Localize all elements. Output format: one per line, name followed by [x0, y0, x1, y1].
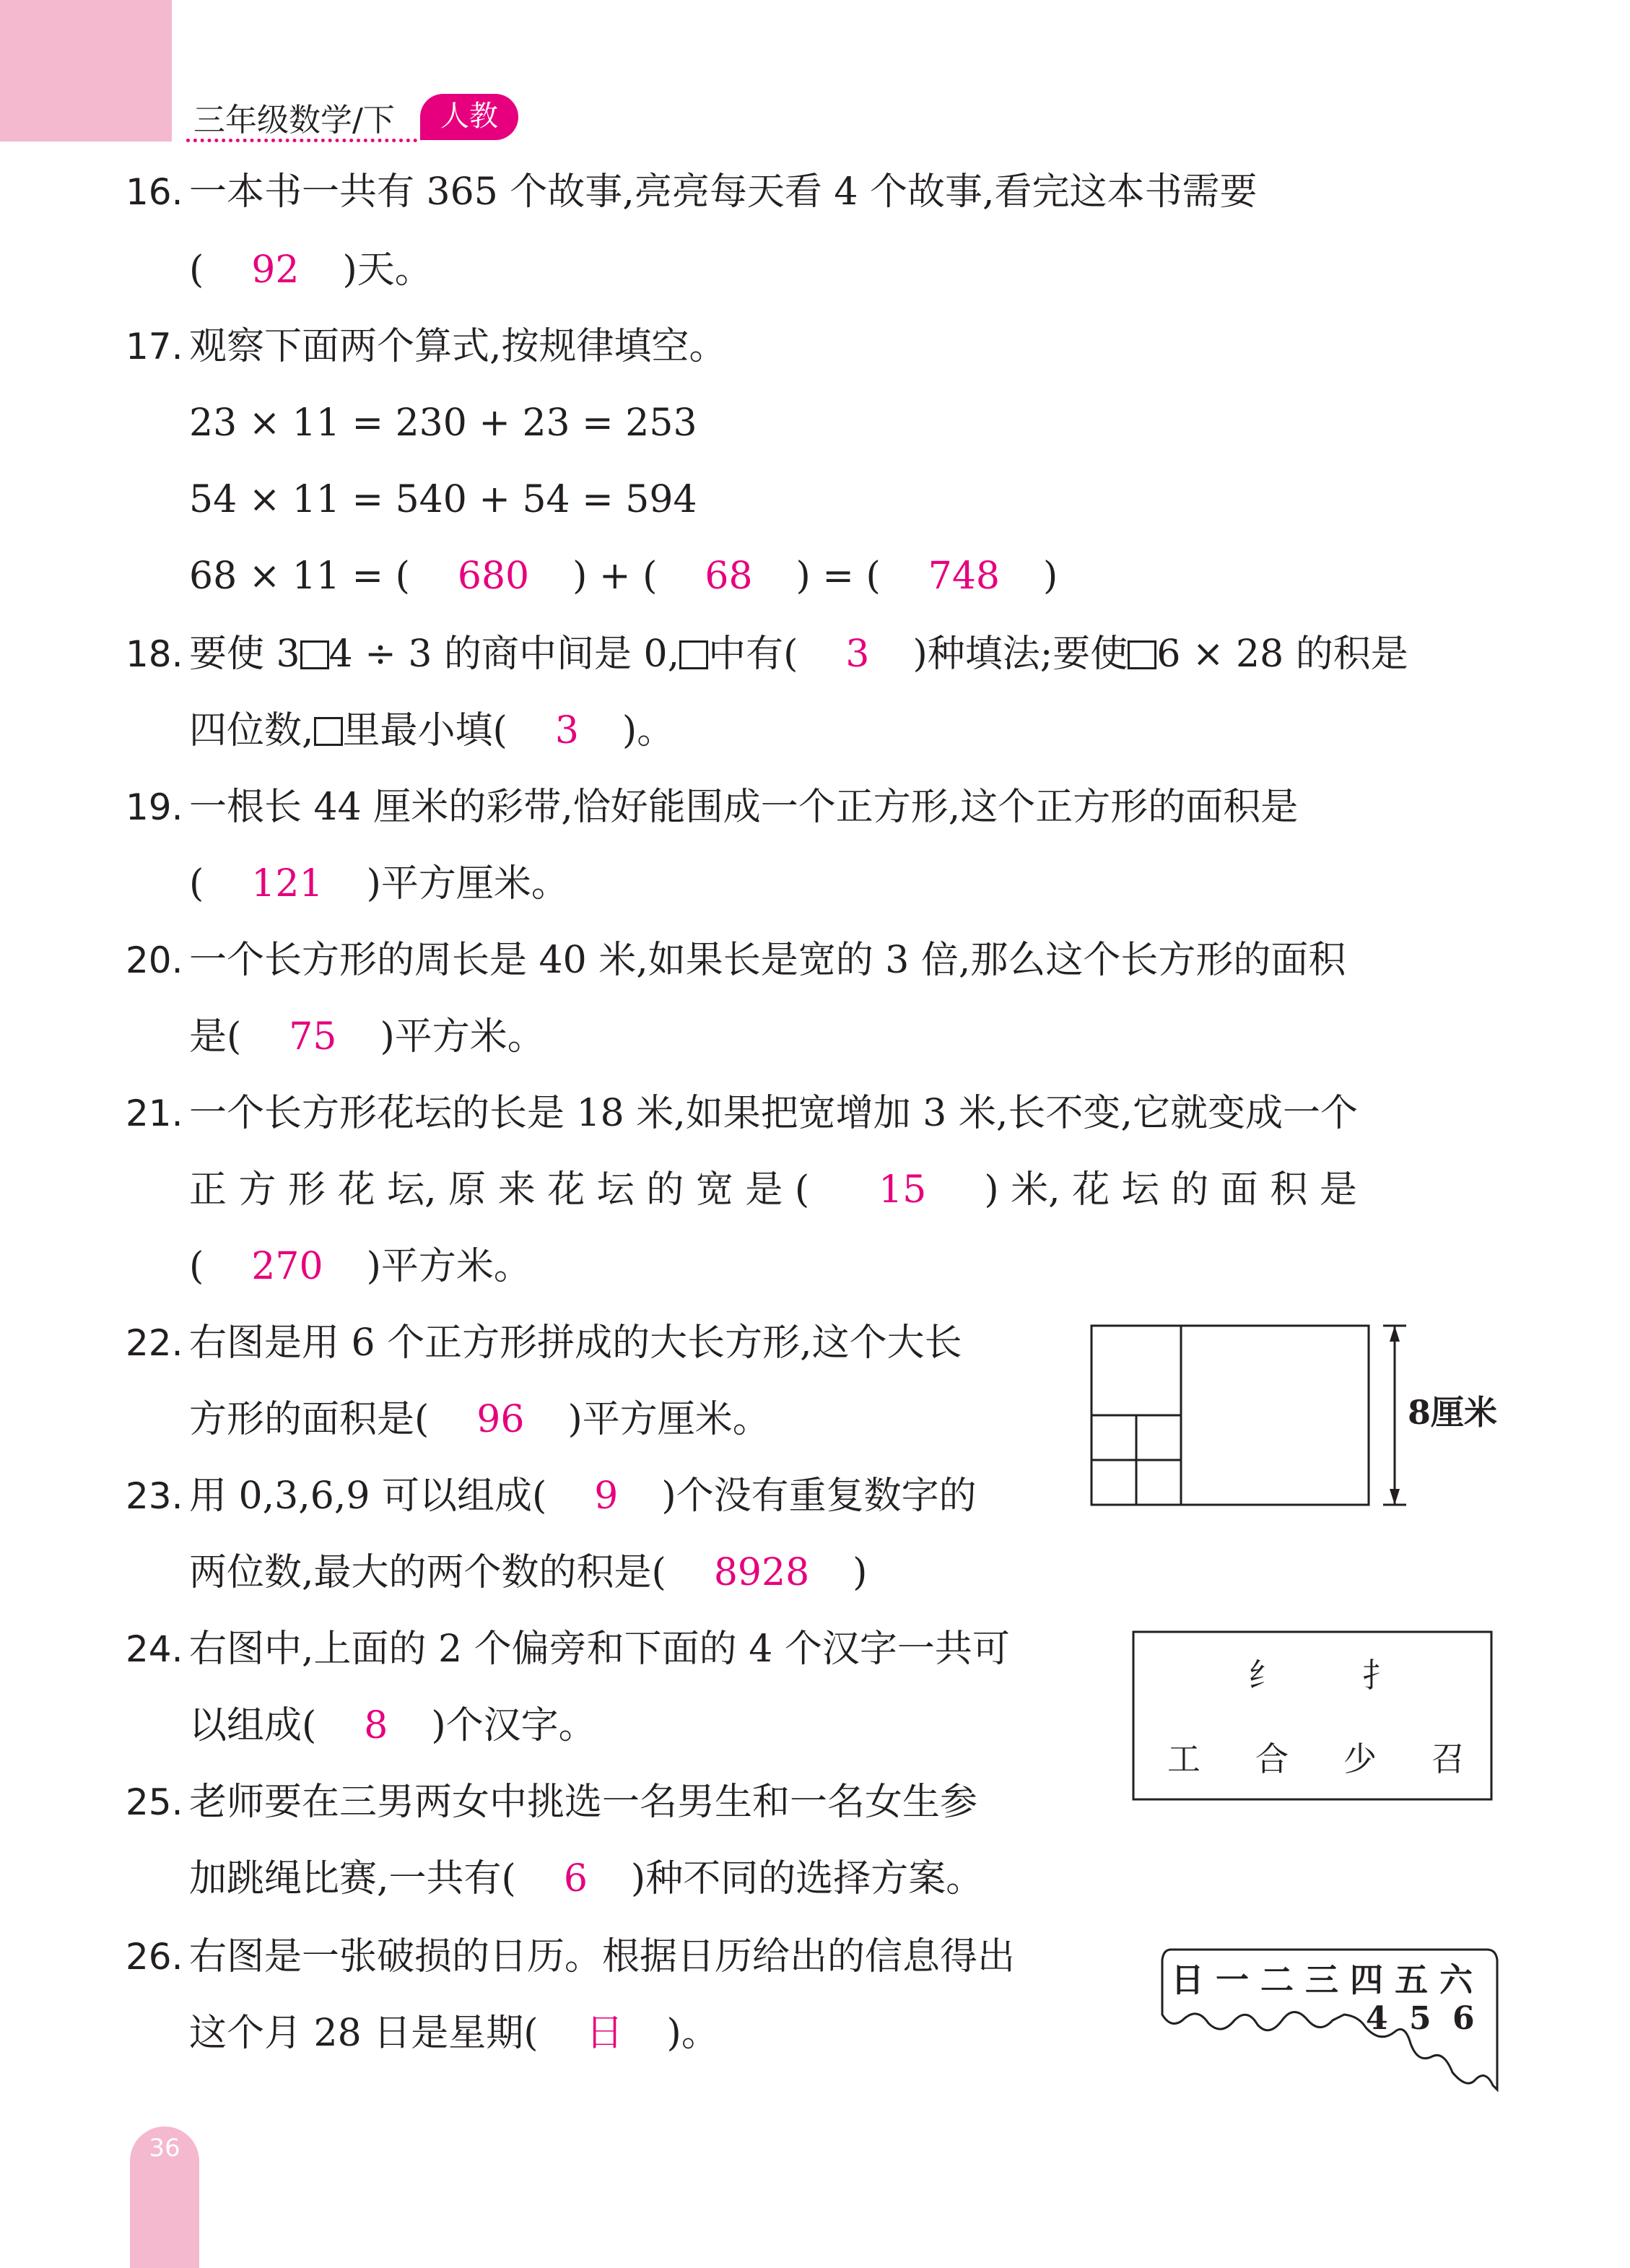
question-number: 25.: [126, 1781, 183, 1823]
question-text: 两位数,最大的两个数的积是( 8928 ): [189, 1551, 868, 1594]
answer: 75: [289, 1015, 337, 1059]
char-text: 少: [1343, 1739, 1377, 1778]
question-text: 是( 75 )平方米。: [189, 1015, 545, 1059]
answer: 6: [563, 1857, 588, 1900]
date-cell: 4: [1366, 2000, 1388, 2037]
question-text: 一个长方形的周长是 40 米,如果长是宽的 3 倍,那么这个长方形的面积: [189, 939, 1346, 982]
date-cell: 5: [1409, 2000, 1431, 2037]
question-text: 四位数, 里最小填( 3 )。: [189, 709, 675, 752]
question-text: 用 0,3,6,9 可以组成( 9 )个没有重复数字的: [189, 1474, 977, 1518]
question-text: 一根长 44 厘米的彩带,恰好能围成一个正方形,这个正方形的面积是: [189, 786, 1299, 829]
header-badge: 人教: [420, 94, 518, 140]
answer: 3: [845, 633, 870, 676]
answer: 92: [251, 248, 300, 292]
char-text: 召: [1431, 1739, 1465, 1778]
question-text: 加跳绳比赛,一共有( 6 )种不同的选择方案。: [189, 1857, 984, 1900]
answer: 270: [251, 1245, 323, 1288]
header-divider: [186, 139, 417, 142]
question-number: 22.: [126, 1322, 183, 1364]
rectangle-figure: [1083, 1314, 1498, 1516]
page-number: 36: [149, 2134, 180, 2163]
blank-box: [314, 717, 343, 746]
answer: 3: [554, 709, 579, 752]
radical-text: 扌: [1362, 1656, 1395, 1695]
question-text: ( 121 )平方厘米。: [189, 862, 569, 905]
char-text: 合: [1255, 1739, 1289, 1778]
equation: 23 × 11 = 230 + 23 = 253: [189, 401, 697, 445]
answer: 748: [928, 555, 1000, 598]
answer: 日: [585, 2012, 624, 2055]
blank-box: [1128, 640, 1156, 669]
equation: 54 × 11 = 540 + 54 = 594: [189, 478, 697, 521]
header-pink-block: [0, 0, 172, 142]
question-number: 16.: [126, 171, 183, 213]
answer: 8928: [713, 1551, 810, 1594]
header-title: 三年级数学/下: [193, 102, 395, 139]
answer: 680: [457, 555, 530, 598]
answer: 15: [879, 1168, 927, 1212]
radical-text: 纟: [1248, 1656, 1281, 1695]
question-text: 老师要在三男两女中挑选一名男生和一名女生参: [189, 1781, 978, 1824]
torn-calendar: [1149, 1935, 1510, 2108]
equation: 68 × 11 = ( 680 ) + ( 68 ) = ( 748 ): [189, 555, 1058, 598]
question-text: 右图是用 6 个正方形拼成的大长方形,这个大长: [189, 1321, 962, 1365]
answer: 121: [251, 862, 323, 905]
question-text: 正 方 形 花 坛, 原 来 花 坛 的 宽 是 ( 15 ) 米, 花 坛 的 面 积 是: [189, 1168, 1357, 1212]
answer: 96: [476, 1398, 525, 1441]
char-text: 工: [1167, 1739, 1200, 1778]
question-text: ( 270 )平方米。: [189, 1245, 531, 1288]
question-text: 以组成( 8 )个汉字。: [189, 1704, 596, 1747]
question-number: 20.: [126, 939, 183, 981]
question-number: 23.: [126, 1475, 183, 1517]
date-cell: 6: [1452, 2000, 1475, 2037]
question-text: 观察下面两个算式,按规律填空。: [189, 325, 727, 368]
question-text: 右图是一张破损的日历。根据日历给出的信息得出: [189, 1935, 1016, 1978]
question-text: 右图中,上面的 2 个偏旁和下面的 4 个汉字一共可: [189, 1628, 1010, 1671]
character-box: [1130, 1629, 1499, 1805]
question-text: 要使 3 4 ÷ 3 的商中间是 0, 中有( 3 )种填法;要使 6 × 28 的积是: [189, 633, 1408, 676]
question-number: 24.: [126, 1628, 183, 1670]
question-number: 18.: [126, 633, 183, 675]
answer: 68: [705, 555, 753, 598]
question-text: 这个月 28 日是星期( 日 )。: [189, 2012, 719, 2055]
weekday-row: 日 一 二 三 四 五 六: [1171, 1960, 1473, 1999]
question-text: 一个长方形花坛的长是 18 米,如果把宽增加 3 米,长不变,它就变成一个: [189, 1092, 1358, 1135]
answer: 9: [594, 1474, 619, 1518]
question-number: 21.: [126, 1092, 183, 1134]
question-text: ( 92 )天。: [189, 248, 432, 292]
question-text: 方形的面积是( 96 )平方厘米。: [189, 1398, 770, 1441]
figure-label: 8厘米: [1408, 1393, 1498, 1432]
question-number: 19.: [126, 786, 183, 828]
blank-box: [679, 640, 708, 669]
question-number: 26.: [126, 1936, 183, 1978]
question-number: 17.: [126, 326, 183, 368]
blank-box: [300, 640, 329, 669]
answer: 8: [364, 1704, 388, 1747]
question-text: 一本书一共有 365 个故事,亮亮每天看 4 个故事,看完这本书需要: [189, 170, 1258, 214]
